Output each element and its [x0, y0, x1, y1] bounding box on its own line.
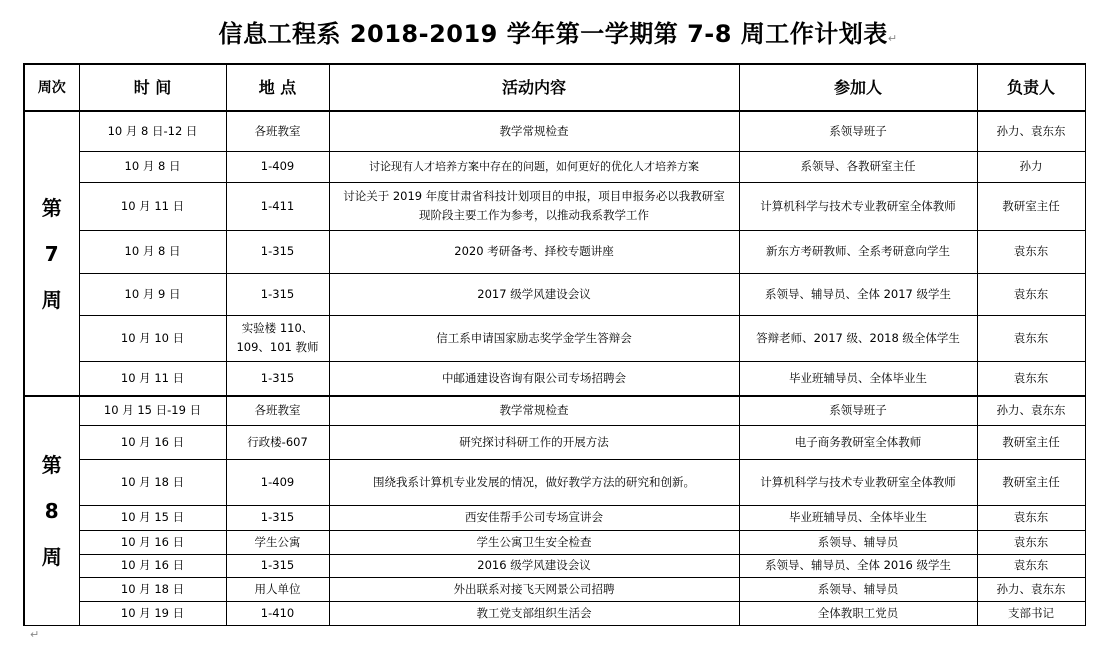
time-cell: 10 月 19 日: [79, 601, 226, 625]
content-cell: 教工党支部组织生活会: [329, 601, 739, 625]
place-cell: 1-315: [226, 230, 329, 273]
owner-cell: 支部书记: [977, 601, 1085, 625]
owner-cell: 袁东东: [977, 230, 1085, 273]
participants-cell: 答辩老师、2017 级、2018 级全体学生: [739, 315, 977, 361]
place-cell: 1-409: [226, 151, 329, 182]
owner-cell: 教研室主任: [977, 425, 1085, 459]
table-row: [24, 459, 1085, 505]
owner-cell: 教研室主任: [977, 459, 1085, 505]
content-cell: 教学常规检查: [329, 396, 739, 425]
participants-cell: 新东方考研教师、全系考研意向学生: [739, 230, 977, 273]
table-row: [24, 230, 1085, 273]
place-cell: 学生公寓: [226, 530, 329, 554]
place-cell: 1-409: [226, 459, 329, 505]
header-participants: 参加人: [739, 64, 977, 111]
page-title: 信息工程系 2018-2019 学年第一学期第 7-8 周工作计划表↵: [218, 20, 898, 48]
place-cell: 实验楼 110、109、101 教师: [226, 315, 329, 361]
time-cell: 10 月 11 日: [79, 361, 226, 396]
participants-cell: 电子商务教研室全体教师: [739, 425, 977, 459]
table-row: [24, 273, 1085, 315]
owner-cell: 教研室主任: [977, 182, 1085, 230]
table-row: [24, 151, 1085, 182]
place-cell: 1-315: [226, 554, 329, 577]
table-row: [24, 601, 1085, 625]
owner-cell: 袁东东: [977, 361, 1085, 396]
participants-cell: 系领导班子: [739, 111, 977, 151]
header-week: 周次: [24, 64, 79, 111]
owner-cell: 孙力、袁东东: [977, 111, 1085, 151]
table-row: [24, 361, 1085, 396]
place-cell: 各班教室: [226, 396, 329, 425]
end-paragraph-mark: ↵: [30, 628, 40, 641]
participants-cell: 毕业班辅导员、全体毕业生: [739, 505, 977, 530]
place-cell: 用人单位: [226, 577, 329, 601]
time-cell: 10 月 16 日: [79, 425, 226, 459]
header-place: 地 点: [226, 64, 329, 111]
content-cell: 2017 级学风建设会议: [329, 273, 739, 315]
place-cell: 1-315: [226, 273, 329, 315]
table-row: [24, 425, 1085, 459]
owner-cell: 孙力、袁东东: [977, 577, 1085, 601]
owner-cell: 孙力、袁东东: [977, 396, 1085, 425]
content-cell: 外出联系对接飞天网景公司招聘: [329, 577, 739, 601]
participants-cell: 计算机科学与技术专业教研室全体教师: [739, 182, 977, 230]
table-row: [24, 315, 1085, 361]
table-row: [24, 530, 1085, 554]
header-row: [24, 64, 1085, 111]
time-cell: 10 月 15 日-19 日: [79, 396, 226, 425]
participants-cell: 系领导、辅导员、全体 2016 级学生: [739, 554, 977, 577]
table-row: [24, 505, 1085, 530]
place-cell: 1-410: [226, 601, 329, 625]
time-cell: 10 月 18 日: [79, 459, 226, 505]
participants-cell: 毕业班辅导员、全体毕业生: [739, 361, 977, 396]
content-cell: 围绕我系计算机专业发展的情况，做好教学方法的研究和创新。: [329, 459, 739, 505]
time-cell: 10 月 15 日: [79, 505, 226, 530]
content-cell: 西安佳帮手公司专场宣讲会: [329, 505, 739, 530]
time-cell: 10 月 8 日: [79, 230, 226, 273]
week-label: 第 8 周: [24, 396, 79, 625]
owner-cell: 袁东东: [977, 315, 1085, 361]
participants-cell: 系领导班子: [739, 396, 977, 425]
content-cell: 研究探讨科研工作的开展方法: [329, 425, 739, 459]
table-row: [24, 554, 1085, 577]
time-cell: 10 月 10 日: [79, 315, 226, 361]
header-content: 活动内容: [329, 64, 739, 111]
work-plan-table: [23, 63, 1086, 626]
participants-cell: 系领导、辅导员: [739, 577, 977, 601]
header-owner: 负责人: [977, 64, 1085, 111]
participants-cell: 全体教职工党员: [739, 601, 977, 625]
content-cell: 讨论现有人才培养方案中存在的问题，如何更好的优化人才培养方案: [329, 151, 739, 182]
content-cell: 讨论关于 2019 年度甘肃省科技计划项目的申报，项目申报务必以我教研室现阶段主要工作为参考，以推动我系教学工作: [329, 182, 739, 230]
owner-cell: 袁东东: [977, 530, 1085, 554]
table-row: [24, 182, 1085, 230]
place-cell: 行政楼-607: [226, 425, 329, 459]
owner-cell: 袁东东: [977, 273, 1085, 315]
place-cell: 1-315: [226, 361, 329, 396]
week-label: 第 7 周: [24, 111, 79, 396]
content-cell: 教学常规检查: [329, 111, 739, 151]
owner-cell: 袁东东: [977, 505, 1085, 530]
content-cell: 学生公寓卫生安全检查: [329, 530, 739, 554]
participants-cell: 计算机科学与技术专业教研室全体教师: [739, 459, 977, 505]
owner-cell: 袁东东: [977, 554, 1085, 577]
table-row: [24, 577, 1085, 601]
place-cell: 各班教室: [226, 111, 329, 151]
table-row: [24, 396, 1085, 425]
participants-cell: 系领导、各教研室主任: [739, 151, 977, 182]
owner-cell: 孙力: [977, 151, 1085, 182]
header-time: 时 间: [79, 64, 226, 111]
content-cell: 中邮通建设咨询有限公司专场招聘会: [329, 361, 739, 396]
time-cell: 10 月 16 日: [79, 554, 226, 577]
place-cell: 1-315: [226, 505, 329, 530]
participants-cell: 系领导、辅导员、全体 2017 级学生: [739, 273, 977, 315]
time-cell: 10 月 11 日: [79, 182, 226, 230]
content-cell: 2020 考研备考、择校专题讲座: [329, 230, 739, 273]
time-cell: 10 月 8 日-12 日: [79, 111, 226, 151]
time-cell: 10 月 18 日: [79, 577, 226, 601]
participants-cell: 系领导、辅导员: [739, 530, 977, 554]
content-cell: 2016 级学风建设会议: [329, 554, 739, 577]
content-cell: 信工系申请国家励志奖学金学生答辩会: [329, 315, 739, 361]
time-cell: 10 月 16 日: [79, 530, 226, 554]
time-cell: 10 月 8 日: [79, 151, 226, 182]
table-row: [24, 111, 1085, 151]
place-cell: 1-411: [226, 182, 329, 230]
time-cell: 10 月 9 日: [79, 273, 226, 315]
